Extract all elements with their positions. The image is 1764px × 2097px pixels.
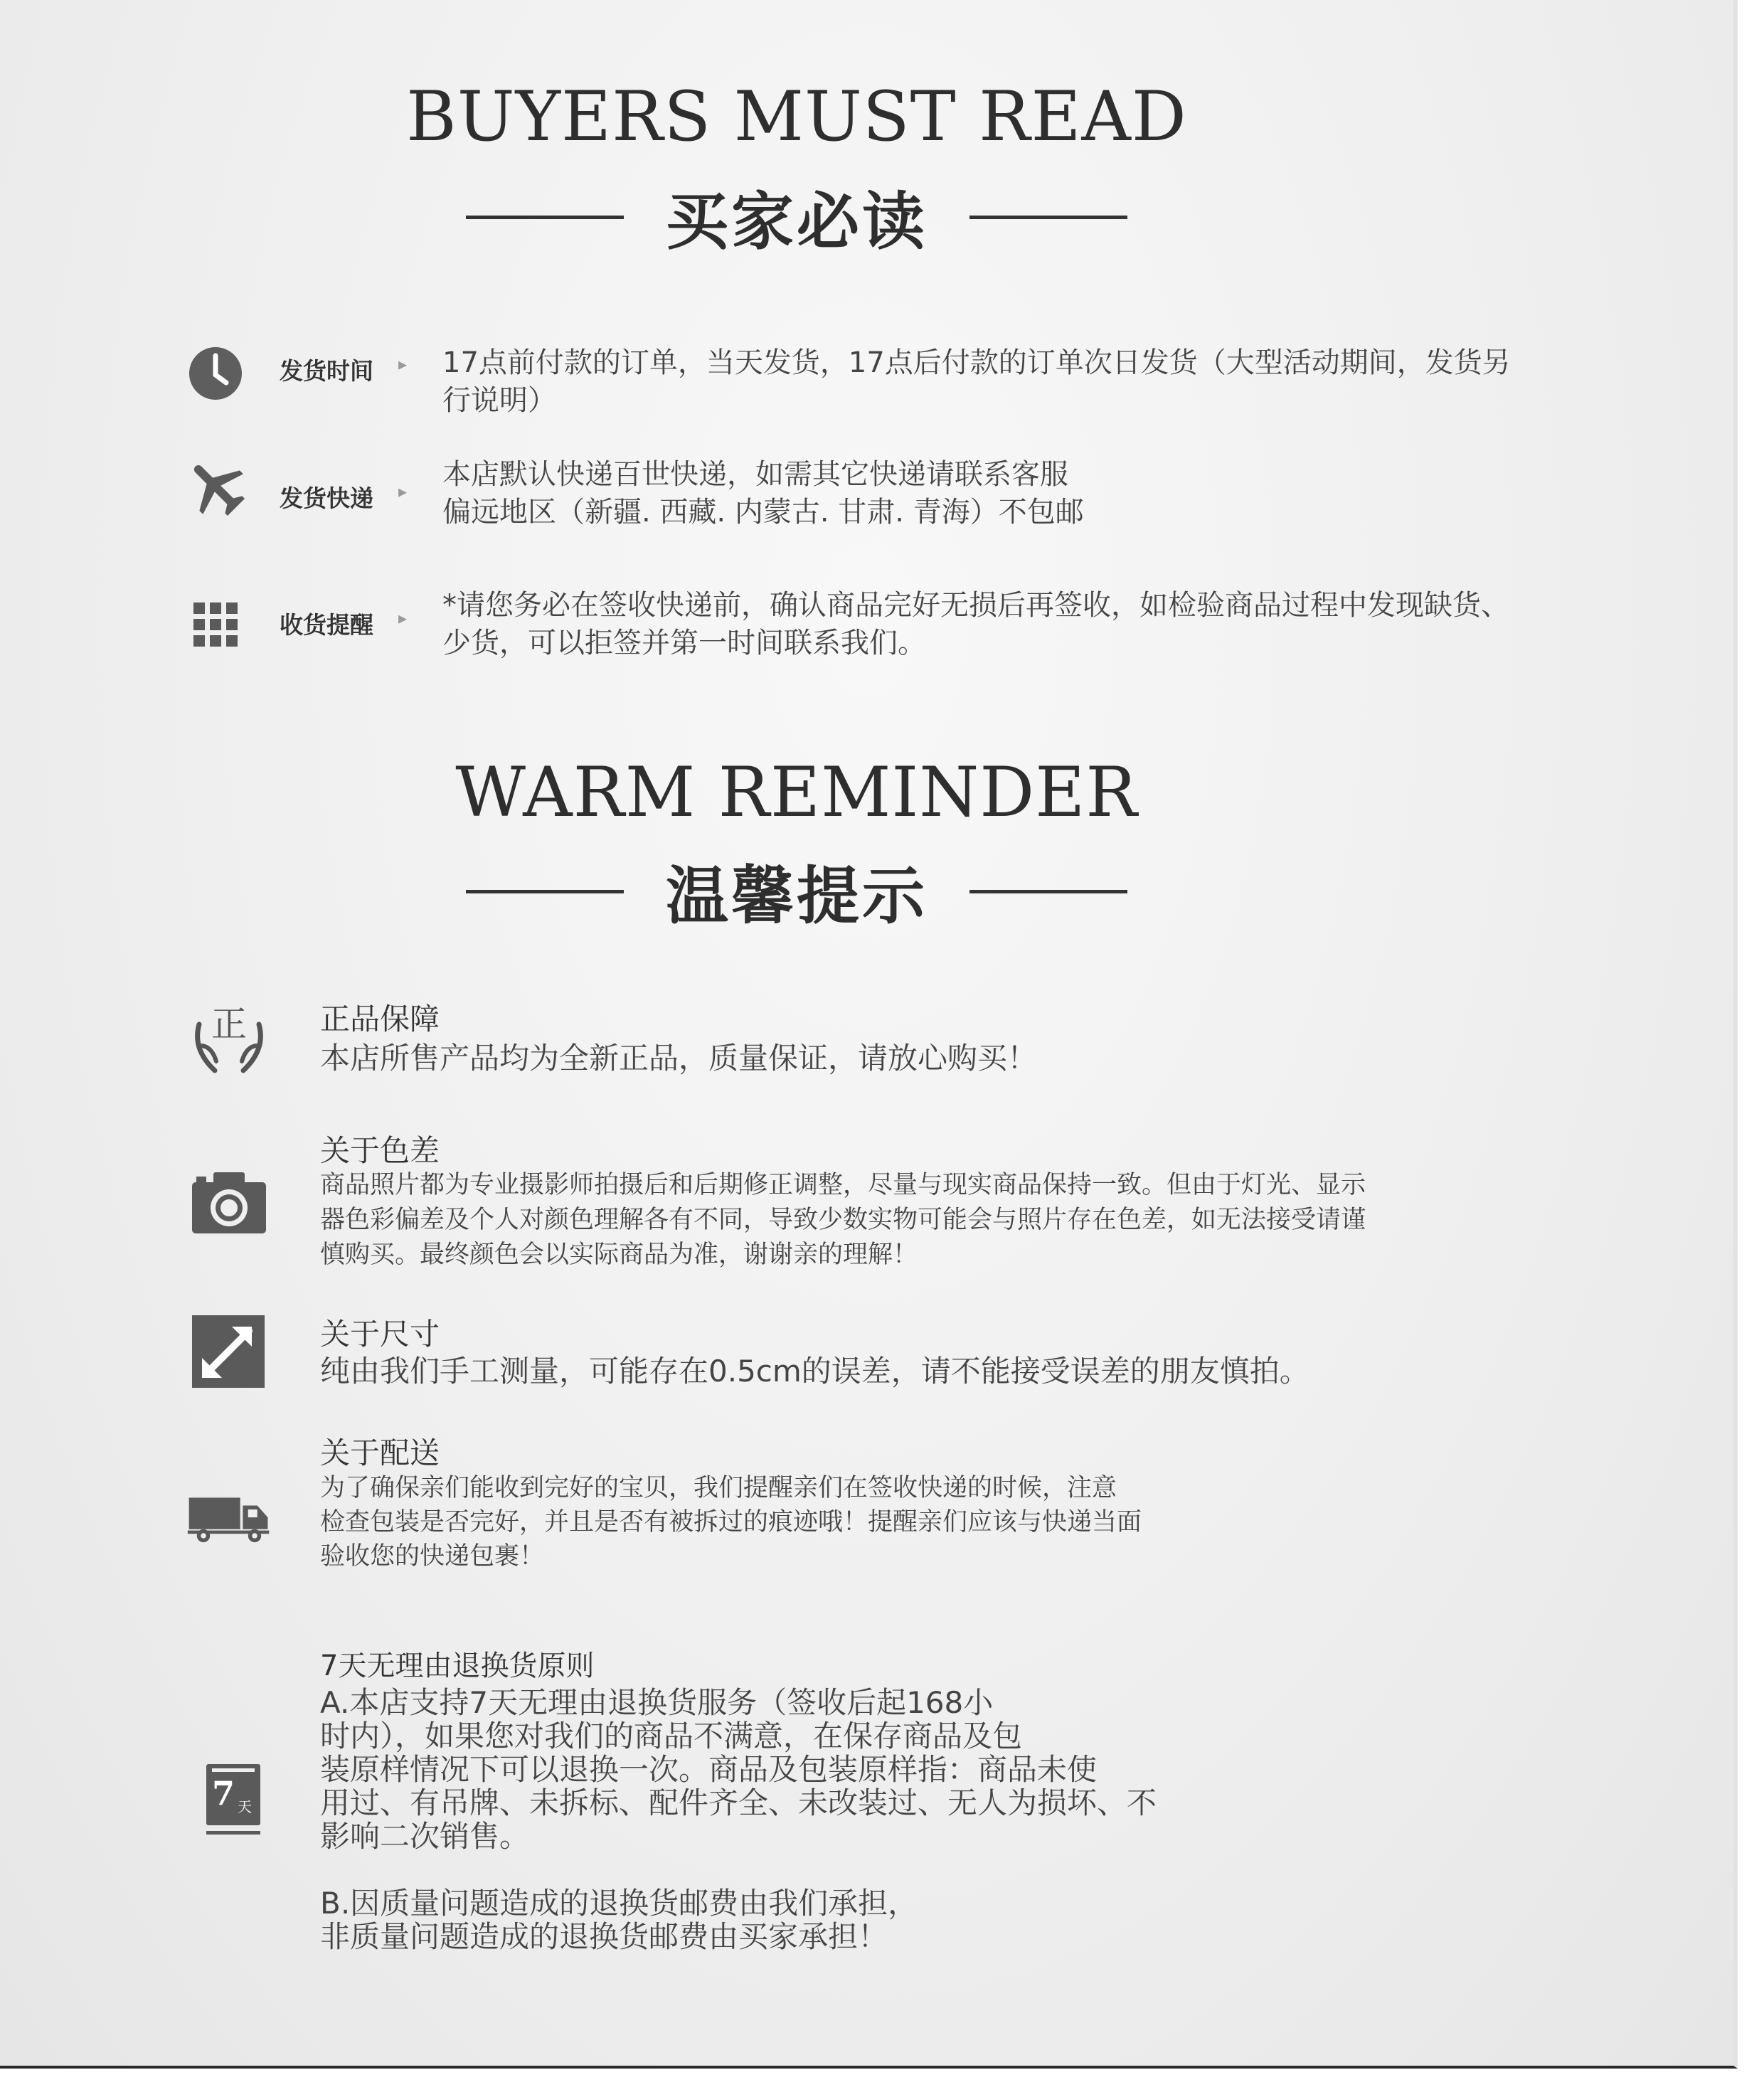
clock-icon [184, 341, 248, 405]
text-line: 器色彩偏差及个人对颜色理解各有不同，导致少数实物可能会与照片存在色差，如无法接受请谨 [320, 1206, 1366, 1234]
text-line: 慎购买。最终颜色会以实际商品为准，谢谢亲的理解！ [320, 1241, 918, 1269]
warm-title-return: 7天无理由退换货原则 [320, 1650, 595, 1682]
text-line: *请您务必在签收快递前，确认商品完好无损后再签收，如检验商品过程中发现缺货、 [442, 589, 1509, 622]
resize-arrow-icon [186, 1312, 272, 1391]
ship-text-receive [442, 587, 1764, 662]
warm-body-genuine [320, 1039, 1529, 1078]
calendar-ring [212, 1768, 255, 1772]
calendar-unit: 天 [238, 1798, 252, 1815]
truck-icon [186, 1490, 272, 1547]
warm-body-delivery [320, 1471, 1316, 1573]
warm-title-size: 关于尺寸 [320, 1317, 440, 1352]
divider-line-left [466, 890, 624, 893]
calendar-base [206, 1831, 260, 1835]
calendar-number: 7 [212, 1774, 235, 1812]
text-line: 偏远地区（新疆. 西藏. 内蒙古. 甘肃. 青海）不包邮 [442, 496, 1084, 529]
text-line: 本店默认快递百世快递，如需其它快递请联系客服 [442, 458, 1068, 491]
seven-day-calendar-icon [206, 1764, 263, 1839]
ship-label-receive: 收货提醒 [280, 611, 373, 639]
warm-title-color: 关于色差 [320, 1133, 440, 1168]
ship-label-express: 发货快递 [280, 484, 373, 512]
ship-label-time: 发货时间 [280, 357, 373, 385]
ship-text-time [442, 344, 1764, 420]
warm-body-return [320, 1686, 1458, 1853]
divider-line-right [969, 890, 1127, 893]
camera-icon [186, 1167, 272, 1238]
warm-title-delivery: 关于配送 [320, 1435, 440, 1470]
arrow-right-icon: ▸ [398, 354, 408, 374]
warm-title-cn: 温馨提示 [665, 859, 928, 933]
buyers-title-cn-row [466, 178, 1127, 256]
arrow-right-icon: ▸ [398, 482, 408, 501]
text-line: 行说明） [442, 384, 556, 417]
text-line: 非质量问题造成的退换货邮费由买家承担！ [320, 1919, 888, 1954]
warm-body-return-b [320, 1886, 1458, 1953]
grid-icon [184, 593, 248, 657]
text-line: 17点前付款的订单，当天发货，17点后付款的订单次日发货（大型活动期间，发货另 [442, 346, 1511, 379]
text-line: 商品照片都为专业摄影师拍摄后和后期修正调整，尽量与现实商品保持一致。但由于灯光、显示 [320, 1171, 1366, 1199]
text-line: 本店所售产品均为全新正品，质量保证，请放心购买！ [320, 1041, 1038, 1076]
genuine-char: 正 [211, 1004, 247, 1045]
warm-title-genuine: 正品保障 [320, 1002, 440, 1036]
warm-body-size [320, 1352, 1600, 1391]
buyers-title-en: BUYERS MUST READ [406, 77, 1187, 156]
warm-body-color [320, 1168, 1600, 1273]
text-line: 为了确保亲们能收到完好的宝贝，我们提醒亲们在签收快递的时候，注意 [320, 1474, 1117, 1502]
divider-line-right [969, 216, 1127, 219]
genuine-hands-icon [186, 996, 272, 1081]
warm-title-cn-row [466, 852, 1127, 933]
text-line: 影响二次销售。 [320, 1819, 530, 1854]
text-line: 用过、有吊牌、未拆标、配件齐全、未改装过、无人为损坏、不 [320, 1785, 1157, 1820]
text-line: 检查包装是否完好，并且是否有被拆过的痕迹哦！提醒亲们应该与快递当面 [320, 1508, 1142, 1536]
text-line: 时内），如果您对我们的商品不满意，在保存商品及包 [320, 1719, 1023, 1753]
divider-line-left [466, 216, 624, 219]
buyers-title-cn: 买家必读 [665, 185, 928, 258]
text-line: 验收您的快递包裹！ [320, 1542, 545, 1571]
text-line: B.因质量问题造成的退换货邮费由我们承担， [320, 1886, 918, 1921]
ship-text-express [442, 456, 1652, 531]
text-line: 装原样情况下可以退换一次。商品及包装原样指：商品未使 [320, 1752, 1098, 1787]
arrow-right-icon: ▸ [398, 608, 408, 628]
airplane-icon [184, 455, 248, 519]
text-line: 纯由我们手工测量，可能存在0.5cm的误差，请不能接受误差的朋友慎拍。 [320, 1354, 1309, 1389]
warm-title-en: WARM REMINDER [455, 753, 1138, 832]
text-line: A.本店支持7天无理由退换货服务（签收后起168小 [320, 1685, 994, 1720]
text-line: 少货，可以拒签并第一时间联系我们。 [442, 627, 926, 659]
